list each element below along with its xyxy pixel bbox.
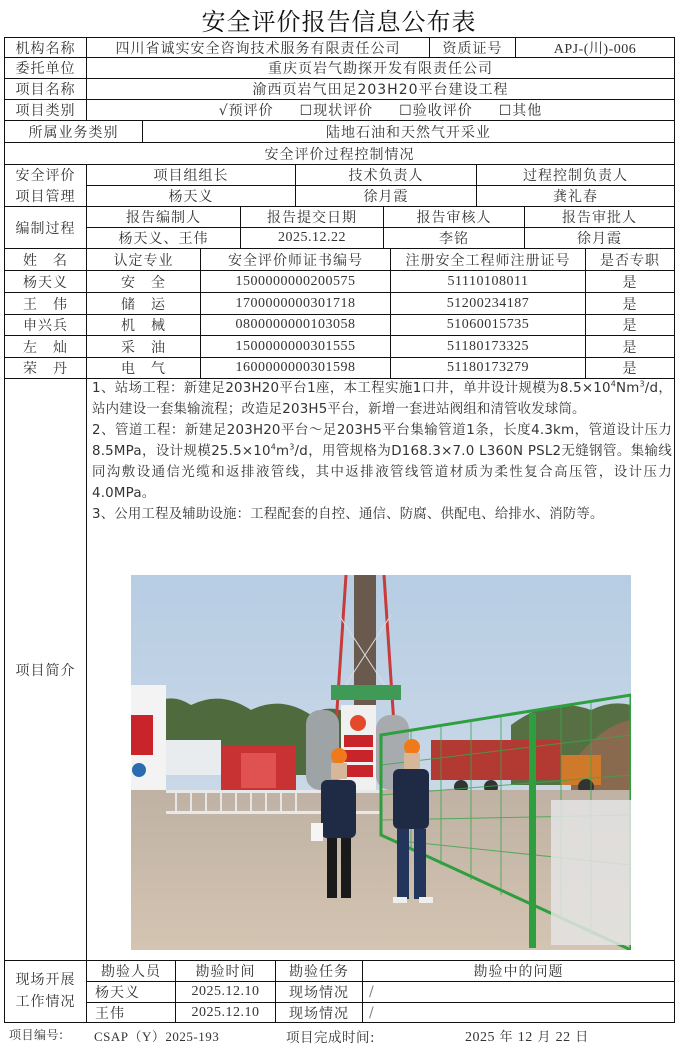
client-value: 重庆页岩气勘探开发有限责任公司 xyxy=(268,61,493,77)
staff-major: 安 全 xyxy=(121,274,166,291)
intro-label: 项目简介 xyxy=(15,662,76,679)
survey-header-time: 勘验时间 xyxy=(195,964,256,980)
staff-header-evaluator-cert: 安全评价师证书编号 xyxy=(228,252,363,269)
survey-task: 现场情况 xyxy=(289,1005,349,1022)
project-number-value: CSAP（Y）2025-193 xyxy=(94,1029,220,1044)
staff-evaluator-cert: 0800000000103058 xyxy=(235,317,356,332)
business-value: 陆地石油和天然气开采业 xyxy=(326,124,491,141)
staff-engineer-cert: 51180173325 xyxy=(447,338,529,354)
survey-staff: 杨天义 xyxy=(95,985,140,1001)
page-title: 安全评价报告信息公布表 xyxy=(201,8,477,36)
intro-paragraph-utilities: 3、公用工程及辅助设施：工程配套的自控、通信、防腐、供配电、给排水、消防等。 xyxy=(92,507,604,522)
category-option-status-evaluation[interactable]: ☐现状评价 xyxy=(299,103,374,119)
staff-evaluator-cert: 1500000000301555 xyxy=(235,338,356,354)
checkmark-icon: √ xyxy=(218,103,229,119)
compile-value-reviewer: 李铭 xyxy=(439,231,469,247)
staff-evaluator-cert: 1500000000200575 xyxy=(235,273,356,289)
survey-task: 现场情况 xyxy=(289,985,349,1001)
staff-engineer-cert: 51060015735 xyxy=(446,317,530,332)
staff-name: 申兴兵 xyxy=(23,318,68,334)
completion-date: 2025 年 12 月 22 日 xyxy=(465,1030,589,1045)
management-value-tech: 徐月霞 xyxy=(363,189,409,205)
compile-value-approver: 徐月霞 xyxy=(577,231,622,247)
compile-label: 编制过程 xyxy=(15,220,76,237)
survey-header-issues: 勘验中的问题 xyxy=(473,964,564,980)
management-label-line1: 安全评价 xyxy=(15,168,76,184)
category-options xyxy=(87,100,674,120)
management-header-control: 过程控制负责人 xyxy=(523,168,628,184)
cert-value: APJ-(川)-006 xyxy=(553,41,637,57)
staff-header-engineer-cert: 注册安全工程师注册证号 xyxy=(405,252,571,269)
compile-value-date: 2025.12.22 xyxy=(278,230,346,245)
management-value-leader: 杨天义 xyxy=(168,189,214,205)
management-label-line2: 项目管理 xyxy=(15,189,76,205)
survey-issues: / xyxy=(369,984,375,1000)
staff-name: 荣 丹 xyxy=(23,361,68,377)
project-number-label: 项目编号: xyxy=(9,1028,64,1042)
staff-major: 电 气 xyxy=(121,361,166,377)
compile-value-author: 杨天义、王伟 xyxy=(118,231,209,247)
client-label: 委托单位 xyxy=(15,61,76,77)
staff-fulltime: 是 xyxy=(622,318,638,334)
compile-header-date: 报告提交日期 xyxy=(267,210,357,226)
checkbox-empty-icon: ☐ xyxy=(399,103,413,119)
process-section-title: 安全评价过程控制情况 xyxy=(264,146,415,163)
intro-paragraph-pipeline: 2、管道工程：新建足203H20平台～足203H5平台集输管道1条，长度4.3km，管道设计压力8.5MPa，设计规模$25.5\times 10^4m^3/d$，用管规格为D168.3×7.0 L360N PSL2无缝钢管。集输线同沟敷设通信光缆和返排液管线，其中返排液管线管道材质为柔性复合高压管，设计压力4.0MPa。 xyxy=(92,423,672,501)
management-header-leader: 项目组组长 xyxy=(153,168,229,184)
cert-label: 资质证号 xyxy=(442,40,503,57)
staff-header-name: 姓 名 xyxy=(23,252,68,269)
completion-year: 2025 xyxy=(465,1030,495,1045)
compile-header-author: 报告编制人 xyxy=(126,210,201,226)
survey-label-line2: 工作情况 xyxy=(15,994,76,1010)
survey-time: 2025.12.10 xyxy=(191,984,260,999)
staff-name: 左 灿 xyxy=(23,339,68,356)
staff-fulltime: 是 xyxy=(622,361,638,377)
staff-header-fulltime: 是否专职 xyxy=(600,252,660,269)
survey-label-line1: 现场开展 xyxy=(15,972,76,988)
project-name-label: 项目名称 xyxy=(15,82,76,98)
completion-month: 12 xyxy=(517,1030,533,1045)
category-option-pre-evaluation[interactable]: √预评价 xyxy=(218,103,274,119)
survey-time: 2025.12.10 xyxy=(191,1004,260,1020)
staff-header-major: 认定专业 xyxy=(113,252,174,269)
staff-engineer-cert: 51200234187 xyxy=(446,295,530,311)
staff-fulltime: 是 xyxy=(622,274,638,291)
business-label: 所属业务类别 xyxy=(28,124,119,141)
survey-staff: 王伟 xyxy=(95,1005,125,1022)
staff-engineer-cert: 51180173279 xyxy=(447,360,529,375)
intro-paragraph-station: 1、站场工程：新建足203H20平台1座，本工程实施1口井，单井设计规模为$8.5\times 10^4Nm^3/d$，站内建设一套集输流程；改造足203H5平台，新增一套进站阀组和清管收发球筒。 xyxy=(92,379,672,417)
staff-fulltime: 是 xyxy=(622,339,638,356)
staff-name: 杨天义 xyxy=(23,274,68,291)
site-photo xyxy=(131,575,631,950)
staff-major: 机 械 xyxy=(121,318,166,334)
compile-header-reviewer: 报告审核人 xyxy=(416,210,492,226)
staff-major: 储 运 xyxy=(121,296,166,313)
site-photo-illustration xyxy=(131,575,631,950)
org-name-label: 机构名称 xyxy=(15,40,76,57)
survey-header-staff: 勘验人员 xyxy=(101,964,161,980)
survey-header-task: 勘验任务 xyxy=(289,964,349,980)
org-name-value: 四川省诚实安全咨询技术服务有限责任公司 xyxy=(115,40,401,57)
category-option-other[interactable]: ☐其他 xyxy=(498,103,543,119)
compile-header-approver: 报告审批人 xyxy=(562,210,637,226)
management-header-tech: 技术负责人 xyxy=(348,168,424,184)
staff-name: 王 伟 xyxy=(23,296,68,313)
staff-evaluator-cert: 1700000000301718 xyxy=(235,295,356,311)
management-value-control: 龚礼春 xyxy=(553,189,598,205)
completion-day: 22 xyxy=(555,1030,571,1045)
staff-evaluator-cert: 1600000000301598 xyxy=(235,360,356,375)
category-label: 项目类别 xyxy=(15,103,76,119)
completion-time-label: 项目完成时间: xyxy=(286,1030,376,1046)
project-intro-text xyxy=(92,378,672,525)
project-name-value: 渝西页岩气田足203H20平台建设工程 xyxy=(252,82,509,98)
checkbox-empty-icon: ☐ xyxy=(299,103,314,119)
checkbox-empty-icon: ☐ xyxy=(498,103,513,119)
staff-fulltime: 是 xyxy=(622,296,638,313)
staff-major: 采 油 xyxy=(121,339,166,356)
survey-issues: / xyxy=(369,1004,375,1021)
category-option-acceptance-evaluation[interactable]: ☐验收评价 xyxy=(399,103,473,119)
staff-engineer-cert: 51110108011 xyxy=(447,273,529,289)
